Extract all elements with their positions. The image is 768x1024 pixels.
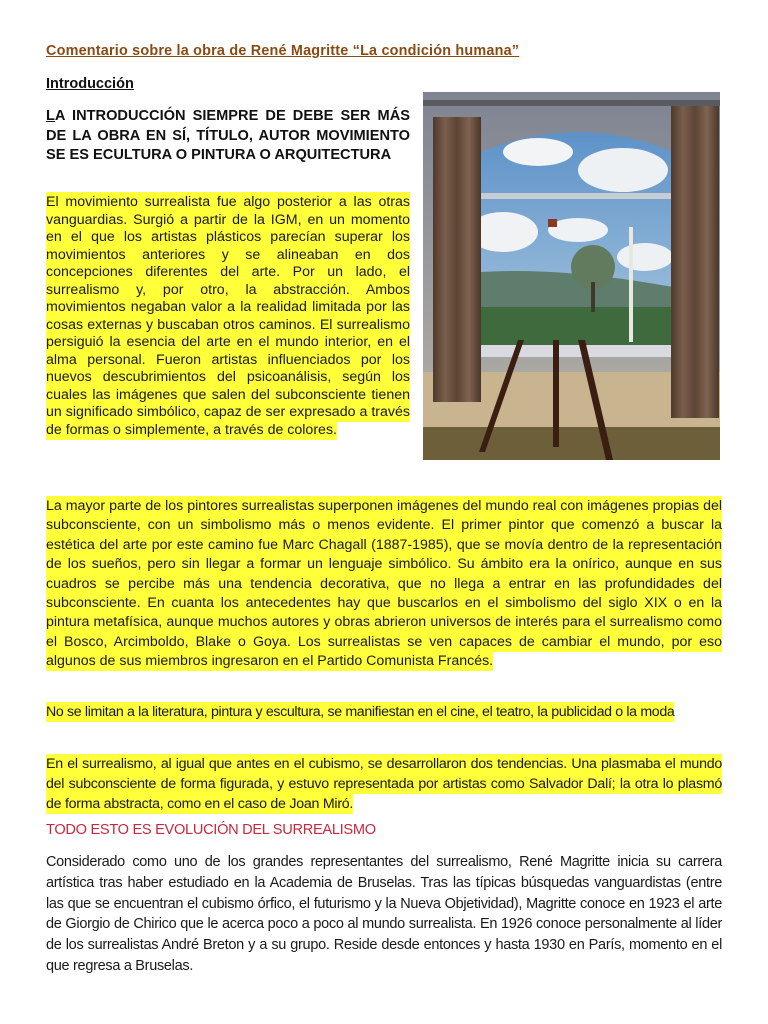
instruction-first-letter: L (46, 108, 55, 124)
window-frame-bar (481, 193, 673, 199)
paragraph-3 (46, 702, 722, 722)
paragraph-2 (46, 497, 722, 672)
paragraph-3-text: No se limitan a la literatura, pintura y escultura, se manifiestan en el cine, el teatro, la publicidad o la moda (46, 704, 675, 720)
curtain-rod (423, 100, 720, 106)
cloud (617, 243, 673, 271)
cloud (503, 138, 573, 166)
painting-la-condicion-humana (423, 92, 720, 460)
paragraph-5: Considerado como uno de los grandes representantes del surrealismo, René Magritte inicia su carrera artística tras haber estudiado en la Academia de Bruselas. Tras las típicas búsquedas vanguardistas (entre las que se encuentran el cubismo órfico, el futurismo y la Nueva Objetividad), Magritte conoce en 1923 el arte de Giorgio de Chirico que le acerca poco a poco al mundo surrealista. En 1926 conoce personalmente al líder de los surrealistas André Breton y a su grupo. Reside desde entonces y hasta 1930 en París, momento en el que regresa a Bruselas. (46, 854, 722, 974)
painting-floor-shadow (423, 427, 720, 460)
section-heading-evolucion: TODO ESTO ES EVOLUCIÓN DEL SURREALISMO (46, 822, 376, 838)
section-heading-introduccion: Introducción (46, 76, 134, 92)
paragraph-1 (46, 194, 410, 439)
curtain-right (671, 100, 719, 418)
instruction-note (46, 107, 410, 166)
painting-bird-object (548, 219, 557, 227)
painting-birch (629, 227, 633, 342)
cloud (578, 148, 668, 192)
paragraph-2-text: La mayor parte de los pintores surrealistas superponen imágenes del mundo real con imágenes propias del subconsciente, con un simbolismo más o menos evidente. El primer pintor que comenzó a buscar la estética del arte por este camino fue Marc Chagall (1887-1985), que se movía dentro de la representación de los sueños, pero sin llegar a formar un lenguaje simbólico. Su ámbito era la onírico, aunque en sus cuadros se percibe más una tendencia decorativa, que no llega a entrar en las profundidades del subconsciente. En cuanta los antecedentes hay que buscarlos en el simbolismo del siglo XIX o en la pintura metafísica, aunque muchos autores y obras abrieron universos de interés para el surrealismo como el Bosco, Arcimboldo, Blake o Goya. Los surrealistas se ven capaces de cambiar el mundo, por eso algunos de sus miembros ingresaron en el Partido Comunista Francés. (46, 498, 722, 670)
paragraph-4 (46, 754, 722, 814)
curtain-left (433, 117, 481, 402)
easel-leg-center (553, 340, 559, 447)
painting-tree-trunk (591, 282, 595, 312)
instruction-text: A INTRODUCCIÓN SIEMPRE DE DEBE SER MÁS DE LA OBRA EN SÍ, TÍTULO, AUTOR MOVIMIENTO SE ES ECULTURA O PINTURA O ARQUITECTURA (46, 108, 410, 163)
window-sill (481, 345, 673, 357)
document-title: Comentario sobre la obra de René Magritte “La condición humana” (46, 43, 520, 59)
paragraph-1-text: El movimiento surrealista fue algo posterior a las otras vanguardias. Surgió a partir de la IGM, en un momento en el que los artistas plásticos parecían superar los movimientos anteriores y se alineaban en dos concepciones diferentes del arte. Por un lado, el surrealismo y, por otro, la abstracción. Ambos movimientos negaban valor a la realidad limitada por las cosas externas y buscaban otros caminos. El surrealismo persiguió la esencia del arte en el mundo interior, en el alma personal. Fueron artistas influenciados por los nuevos descubrimientos del psicoanálisis, según los cuales las imágenes que salen del subconsciente tienen un significado simbólico, capaz de ser expresado a través de formas o simplemente, a través de colores. (46, 194, 410, 438)
paragraph-4-text: En el surrealismo, al igual que antes en el cubismo, se desarrollaron dos tendencias. Una plasmaba el mundo del subconsciente de forma figurada, y estuvo representada por artistas como Salvador Dalí; la otra lo plasmó de forma abstracta, como en el caso de Joan Miró. (46, 756, 722, 812)
